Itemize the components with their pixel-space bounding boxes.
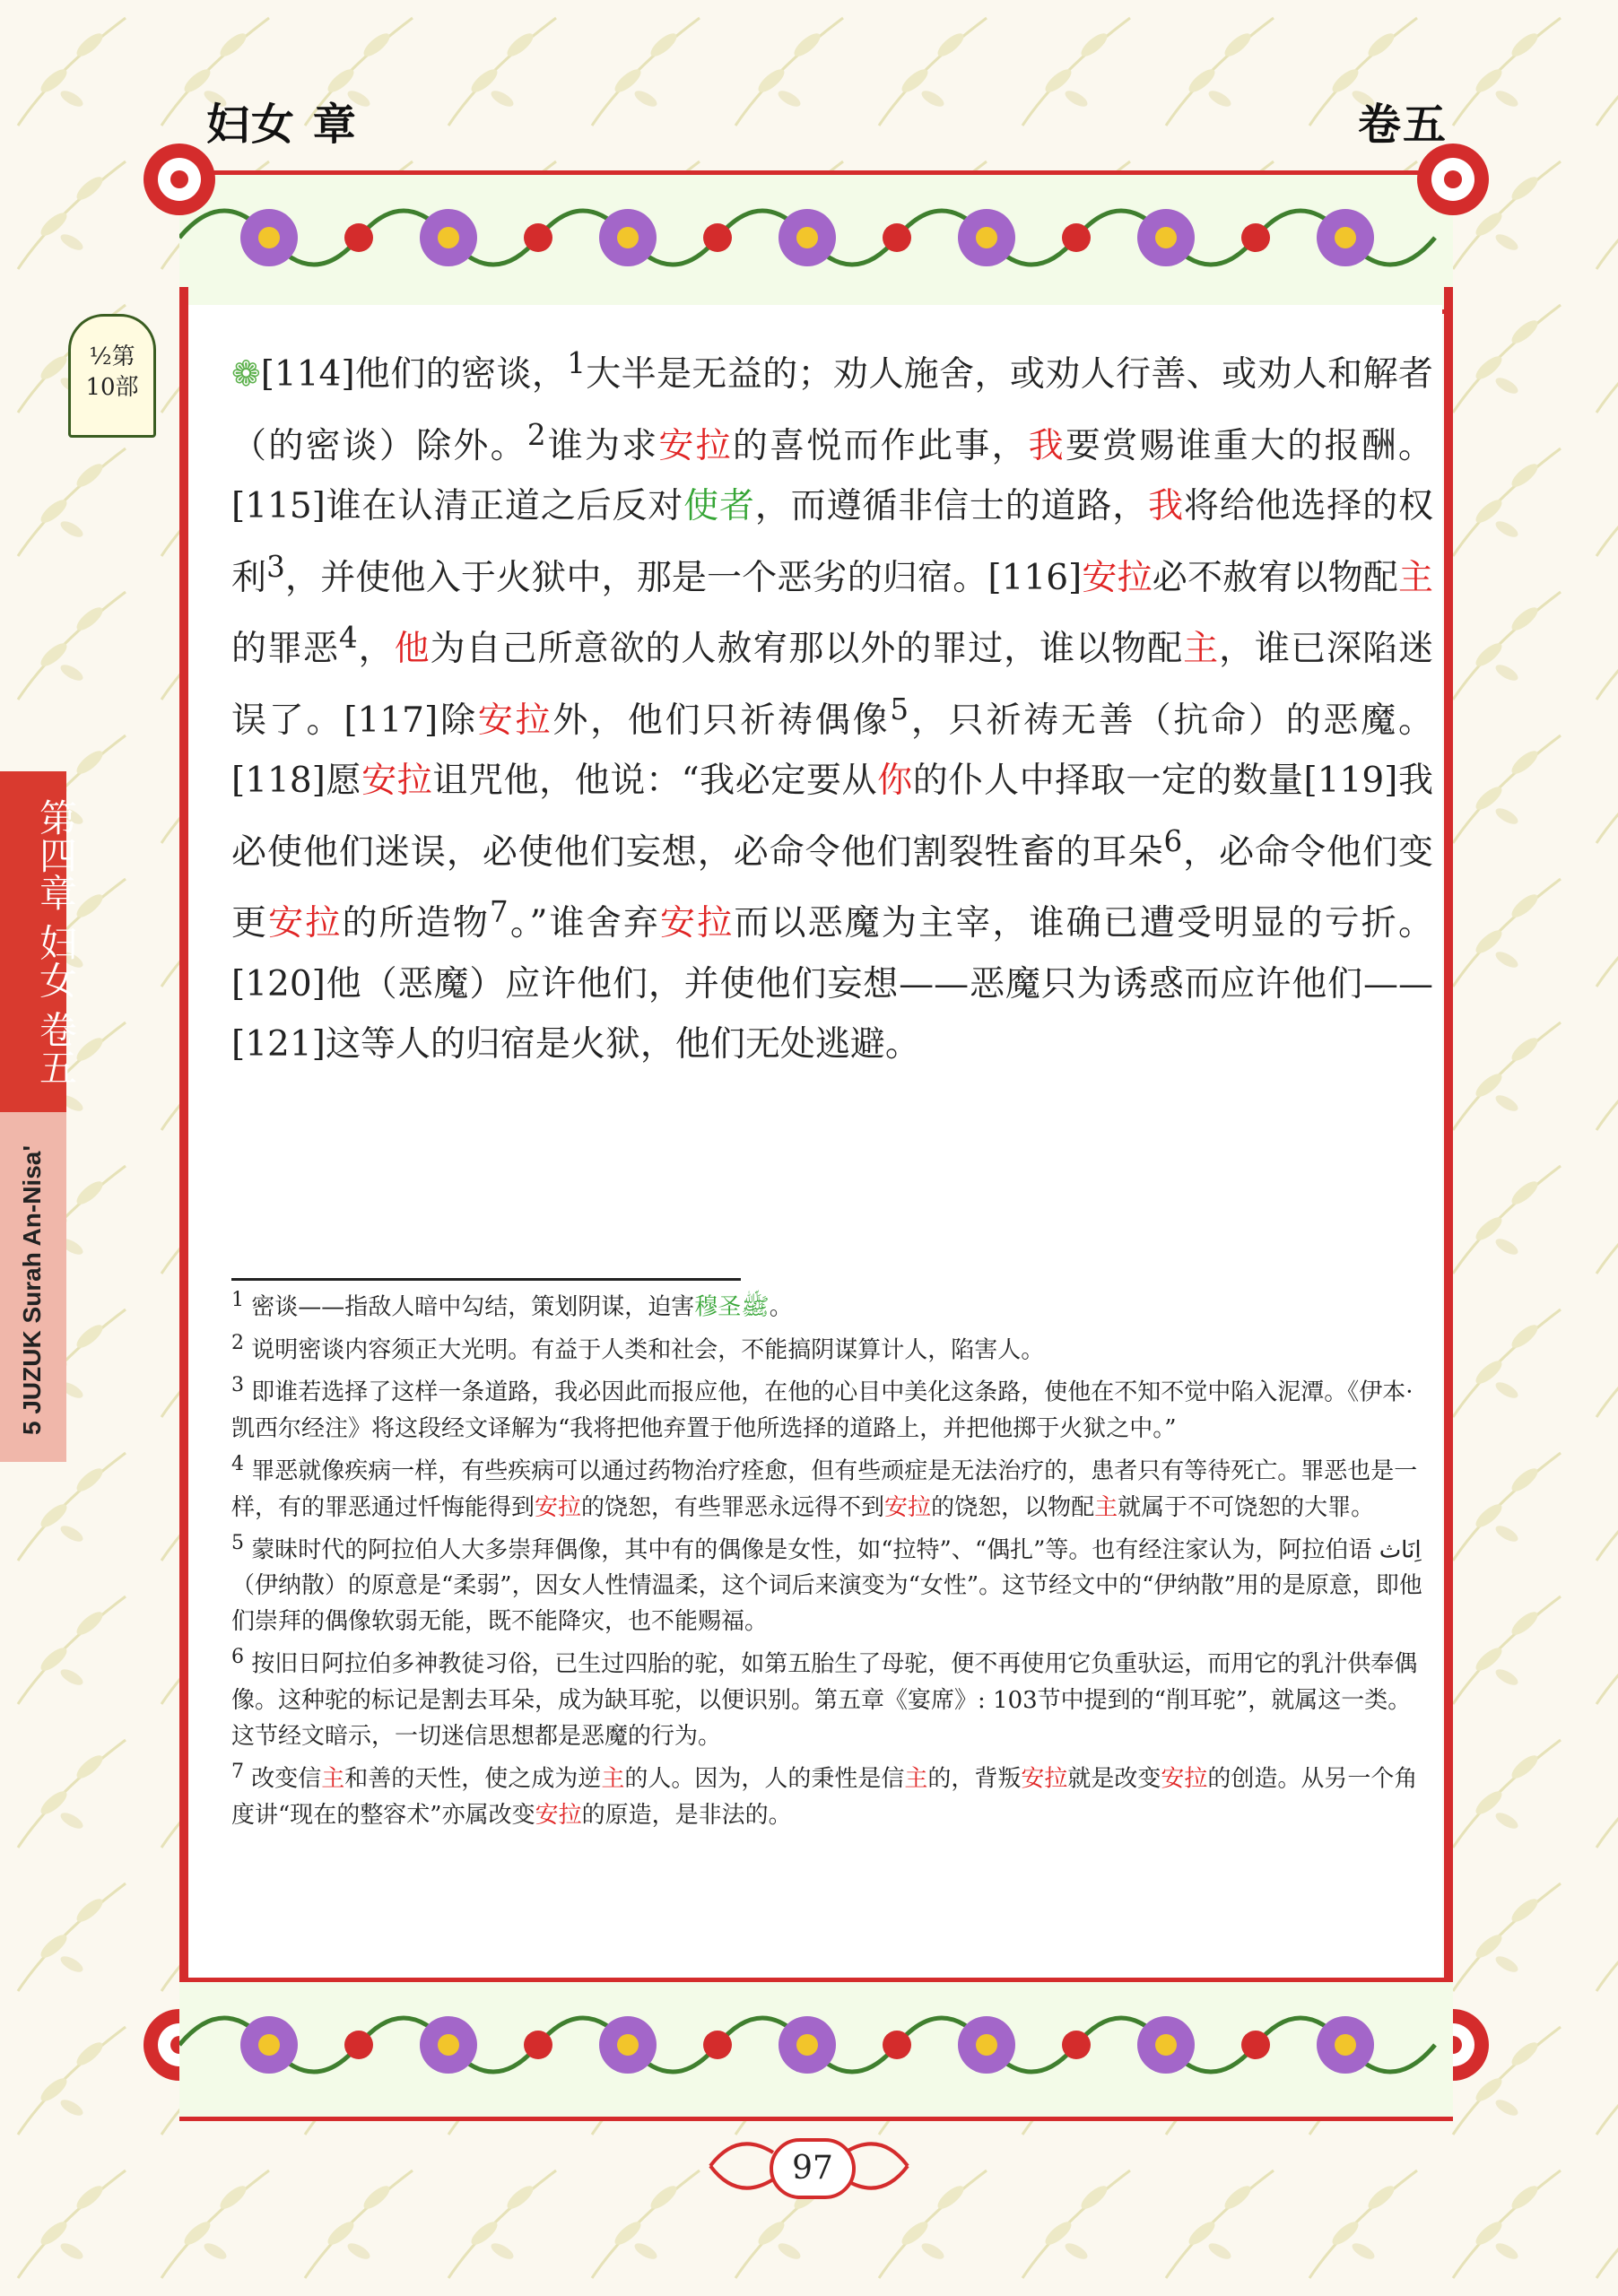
footnote-ref-7[interactable]: 7 (490, 895, 509, 929)
footnote-text: 按旧日阿拉伯多神教徒习俗，已生过四胎的驼，如第五胎生了母驼，便不再使用它负重驮运，而用它的乳汁供奉偶像。这种驼的标记是割去耳朵，成为缺耳驼，以便识别。第五章《宴席》: 103节中提到的“削耳驼”，就属这一类。这节经文暗示，一切迷信思想都是恶魔的行为。 (231, 1650, 1418, 1750)
footnote-text: 的饶恕，以物配 (931, 1493, 1095, 1521)
footnote-text: 的原造，是非法的。 (581, 1801, 792, 1829)
footnote-text: 蒙昧时代的阿拉伯人大多崇拜偶像，其中有的偶像是女性，如“拉特”、“偶扎”等。也有经注家认为，阿拉伯语 اِنَاث（伊纳散）的原意是“柔弱”，因女人性情温柔，这个词后来演变为“女性”。这节经文中的“伊纳散”用的是原意，即他们崇拜的偶像软弱无能，既不能降灾，也不能赐福。 (231, 1536, 1422, 1636)
juz-badge-line1: ½第 (89, 344, 135, 370)
verse-text-segment: 必不赦宥以物配 (1152, 557, 1398, 598)
divine-pronoun-you: 你 (877, 761, 913, 801)
page-number: 97 (770, 2138, 856, 2199)
footnote-number: 2 (231, 1331, 244, 1354)
divine-pronoun: 我 (1028, 425, 1066, 466)
verse-text-segment: 外，他们只祈祷偶像 (552, 700, 891, 741)
verse-115-start: 要赏赐谁重大的报酬。[115]谁在认清正道之后反对 (231, 425, 1433, 526)
footnote-text: 就是改变 (1067, 1765, 1161, 1793)
verse-114-body: 大半是无益的；劝人施舍，或劝人行善、或劝人和解者（的密谈）除外。 (231, 354, 1433, 466)
divine-name: 安拉 (1161, 1765, 1208, 1793)
verse-text-segment: 。”谁舍弃 (508, 903, 661, 944)
footnote-text: 和善的天性，使之成为逆 (344, 1765, 602, 1793)
chapter-header: 妇女 章 (206, 100, 358, 150)
side-juz-latin-label: 5 JUZUK Surah An-Nisa' (18, 1144, 46, 1435)
footnote-ref-3[interactable]: 3 (266, 549, 285, 584)
left-frame-border (179, 287, 188, 1991)
divine-lord: 主 (1397, 557, 1433, 598)
corner-ornament-top-left (135, 135, 224, 224)
divine-pronoun: 我 (1148, 486, 1184, 526)
footnote-number: 5 (231, 1531, 244, 1554)
verse-114-start: [114]他们的密谈， (260, 354, 568, 395)
verse-text-segment: 为自己所意欲的人赦宥那以外的罪过，谁以物配 (430, 629, 1184, 669)
footnote-1 (231, 1283, 1433, 1326)
footnotes (231, 1283, 1433, 1833)
verse-118-start: ，只祈祷无善（抗命）的恶魔。[118]愿 (231, 700, 1433, 801)
verse-text (231, 334, 1433, 1075)
footnote-4 (231, 1447, 1433, 1526)
verse-119: 的仆人中择取一定的数量[119]我必使他们迷误，必使他们妄想，必命令他们割裂牲畜的耳朵 (231, 761, 1433, 873)
verse-117-start: ，谁已深陷迷误了。[117]除 (231, 629, 1433, 741)
divine-lord: 主 (904, 1765, 928, 1793)
verse-text-segment: ，而遵循非信士的道路， (754, 486, 1149, 526)
divine-name: 安拉 (477, 700, 553, 741)
footnote-text: 的饶恕，有些罪恶永远得不到 (581, 1493, 885, 1521)
footnote-divider (231, 1278, 741, 1281)
verse-text-segment: 的罪恶 (231, 629, 339, 669)
divine-lord: 主 (1094, 1493, 1118, 1521)
top-ornamental-band (179, 170, 1453, 314)
right-frame-border (1444, 287, 1453, 1991)
footnote-ref-4[interactable]: 4 (338, 621, 358, 655)
footnote-7 (231, 1754, 1433, 1833)
divine-name: 安拉 (535, 1493, 582, 1521)
footnote-3 (231, 1368, 1433, 1447)
bottom-ornamental-band (179, 1978, 1453, 2121)
corner-ornament-top-right (1408, 135, 1498, 224)
footnote-number: 4 (231, 1452, 244, 1475)
verse-text-segment: ，必命令他们变更 (231, 831, 1433, 944)
prophet-name: 穆圣 (694, 1293, 742, 1321)
divine-name: 安拉 (268, 903, 343, 944)
footnote-text: 罪恶就像疾病一样，有些疾病可以通过药物治疗痊愈，但有些顽症是无法治疗的，患者只有等待死亡。罪恶也是一样，有的罪恶通过忏悔能得到 (231, 1457, 1418, 1521)
footnote-text: 就属于不可饶恕的大罪。 (1118, 1493, 1375, 1521)
footnote-number: 6 (231, 1646, 244, 1669)
messenger-term: 使者 (683, 486, 755, 526)
divine-pronoun-he: 他 (394, 629, 431, 669)
bottom-floral-ornament (179, 1982, 1453, 2108)
verse-text-segment: 的所造物 (342, 903, 491, 944)
volume-header: 卷五 (1357, 100, 1448, 150)
footnote-text: 即谁若选择了这样一条道路，我必因此而报应他，在他的心目中美化这条路，使他在不知不觉中陷入泥潭。《伊本·凯西尔经注》将这段经文译解为“我将把他弃置于他所选择的道路上，并把他掷于火狱之中。” (231, 1378, 1414, 1442)
divine-name: 安拉 (1082, 557, 1153, 598)
footnote-number: 3 (231, 1374, 244, 1397)
footnote-ref-6[interactable]: 6 (1163, 823, 1183, 858)
footnote-text: 的，背叛 (927, 1765, 1022, 1793)
salutation-icon: ﷺ (741, 1293, 770, 1321)
footnote-6 (231, 1639, 1433, 1754)
footnote-text: 的人。因为，人的秉性是信 (624, 1765, 905, 1793)
footnote-text: 说明密谈内容须正大光明。有益于人类和社会，不能搞阴谋算计人，陷害人。 (251, 1336, 1045, 1364)
verse-text-segment: 将给他选择的权利 (231, 486, 1433, 598)
divine-name: 安拉 (660, 903, 735, 944)
footnote-text: 的创造。从另一个角度讲“现在的整容术”亦属改变 (231, 1765, 1418, 1829)
verse-text-segment: 的喜悦而作此事， (732, 425, 1029, 466)
verse-text-segment: 诅咒他，他说：“我必定要从 (432, 761, 878, 801)
verse-text-segment: ， (357, 629, 395, 669)
verse-114-tail: 谁为求 (545, 425, 659, 466)
top-floral-ornament (179, 175, 1453, 300)
verse-120-121: 而以恶魔为主宰，谁确已遭受明显的亏折。[120]他（恶魔）应许他们，并使他们妄想——恶魔只为诱惑而应许他们——[121]这等人的归宿是火狱，他们无处逃避。 (231, 903, 1433, 1065)
verse-116-start: ，并使他入于火狱中，那是一个恶劣的归宿。[116] (284, 557, 1083, 598)
footnote-ref-2[interactable]: 2 (526, 417, 546, 452)
footnote-ref-5[interactable]: 5 (890, 691, 909, 726)
divine-lord: 主 (1183, 629, 1220, 669)
divine-name: 安拉 (535, 1801, 582, 1829)
footnote-ref-1[interactable]: 1 (567, 346, 586, 380)
divine-name: 安拉 (884, 1493, 932, 1521)
footnote-number: 7 (231, 1760, 244, 1783)
footnote-5 (231, 1526, 1433, 1640)
footnote-text: 改变信 (251, 1765, 322, 1793)
juz-badge-line2: 10部 (85, 374, 139, 401)
footnote-text: 。 (769, 1293, 793, 1321)
side-chapter-label: 第四章 妇女 卷五 (34, 797, 78, 1086)
verse-flower-icon: ❁ (231, 354, 261, 395)
divine-name: 安拉 (658, 425, 733, 466)
footnote-text: 密谈——指敌人暗中勾结，策划阴谋，迫害 (251, 1293, 695, 1321)
footnote-number: 1 (231, 1289, 244, 1311)
divine-name: 安拉 (361, 761, 433, 801)
divine-lord: 主 (601, 1765, 625, 1793)
page-number-ornament (701, 2126, 917, 2206)
footnote-2 (231, 1326, 1433, 1369)
juz-badge (68, 314, 156, 438)
divine-lord: 主 (321, 1765, 345, 1793)
divine-name: 安拉 (1021, 1765, 1068, 1793)
